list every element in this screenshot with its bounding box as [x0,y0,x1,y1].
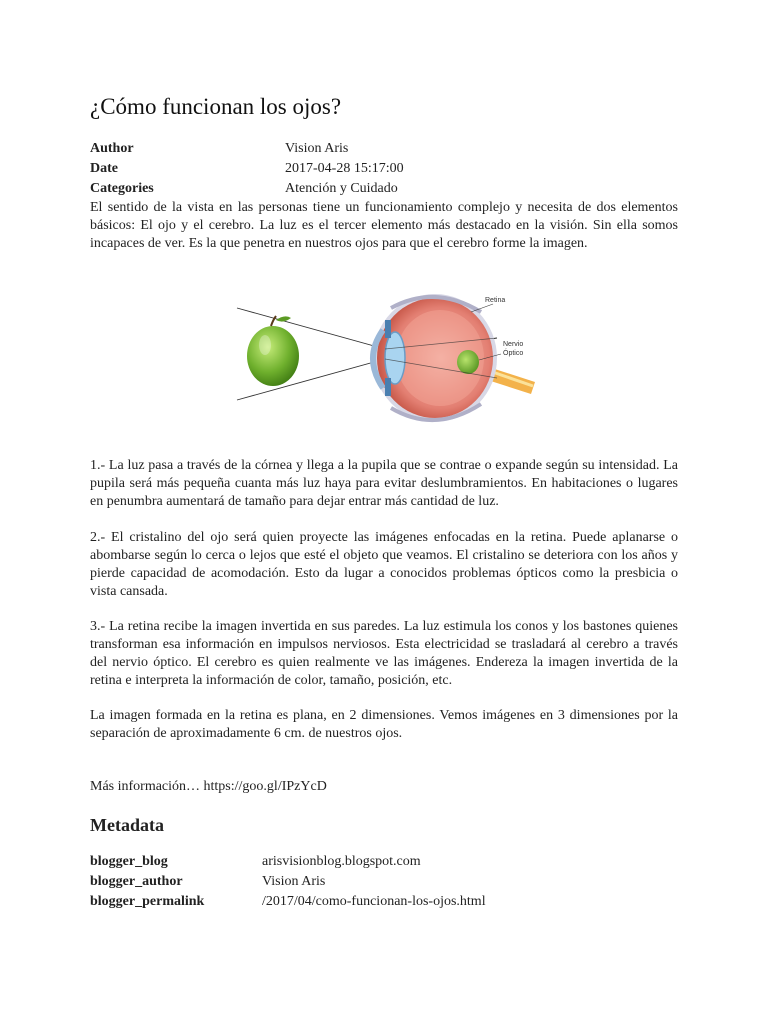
metadata-key: blogger_permalink [90,894,205,909]
apple-icon [247,316,299,386]
more-info [90,778,327,796]
paragraph-4: La imagen formada en la retina es plana, en 2 dimensiones. Vemos imágenes en 3 dimensiones por la separación de aproximadamente 6 cm. de nuestros ojos. [90,708,678,741]
paragraph-3: 3.- La retina recibe la imagen invertida en sus paredes. La luz estimula los conos y los bastones quienes transforman esa información en impulsos nerviosos. Esta electricidad se trasladará al cerebro a través del nervio óptico. El cerebro es quien realmente ve las imágenes. Endereza la imagen invertida de la retina e interpreta la información de color, tamaño, posición, etc. [90,619,678,688]
label-retina: Retina [485,297,506,304]
metadata-value: arisvisionblog.blogspot.com [262,854,421,869]
eye-diagram [235,290,535,440]
paragraph-1: 1.- La luz pasa a través de la córnea y llega a la pupila que se contrae o expande según su intensidad. La pupila será más pequeña cuanta más luz haya para evitar deslumbramientos. En habitaciones o lugares en penumbra aumentará de tamaño para dejar entrar más cantidad de luz. [90,458,678,509]
eye-diagram-illustration [235,290,535,440]
label-nervio: Nervio [503,341,524,348]
meta-key: Date [90,161,118,176]
metadata-value: Vision Aris [262,874,326,889]
page-title: ¿Cómo funcionan los ojos? [90,94,342,119]
label-optico: Óptico [503,350,524,357]
metadata-key: blogger_author [90,874,183,889]
paragraph-2: 2.- El cristalino del ojo será quien proyecte las imágenes enfocadas en la retina. Puede aplanarse o abombarse según lo cerca o lejos que esté el objeto que veamos. El cristalino se deteriora con los años y pierde capacidad de acomodación. Esto da lugar a conocidos problemas ópticos como la presbicia o vista cansada. [90,530,678,599]
intro-paragraph: El sentido de la vista en las personas tiene un funcionamiento complejo y necesita de dos elementos básicos: El ojo y el cerebro. La luz es el tercer elemento más destacado en la visión. Sin ella somos incapaces de ver. Es la que penetra en nuestros ojos para que el cerebro forme la imagen. [90,200,678,251]
meta-key: Categories [90,181,154,196]
meta-value: Vision Aris [285,141,349,156]
more-info-link[interactable]: https://goo.gl/IPzYcD [203,779,327,794]
metadata-value: /2017/04/como-funcionan-los-ojos.html [262,894,486,909]
metadata-heading: Metadata [90,815,164,835]
retina-image-icon [457,350,479,374]
more-info-label: Más información… [90,779,201,794]
meta-value: 2017-04-28 15:17:00 [285,161,404,176]
meta-value: Atención y Cuidado [285,181,398,196]
meta-key: Author [90,141,134,156]
metadata-key: blogger_blog [90,854,168,869]
